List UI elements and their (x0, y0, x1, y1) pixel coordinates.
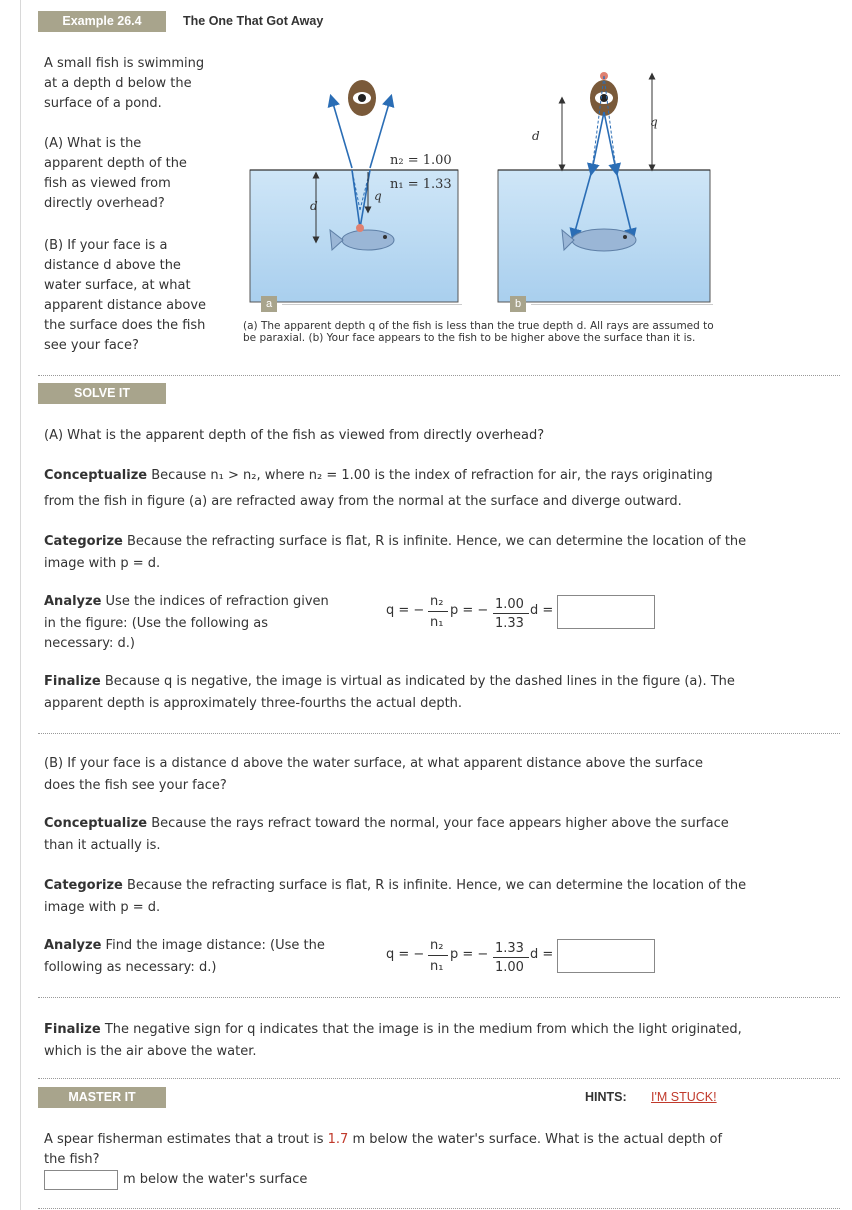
text: Use the indices of refraction given (105, 594, 329, 609)
eq-value-numerator: 1.00 (495, 597, 524, 612)
divider (38, 1078, 840, 1079)
caption-line: be paraxial. (b) Your face appears to the fish to be higher above the surface than it is. (243, 332, 696, 344)
d-label: d (310, 199, 318, 213)
fraction-bar (493, 613, 529, 614)
text: Because n₁ > n₂, where n₂ = 1.00 is the index of refraction for air, the rays originating (151, 468, 713, 483)
divider (38, 375, 840, 376)
equation-lhs: q = − (386, 947, 425, 962)
equation-mid: p = − (450, 947, 489, 962)
text: Because the refracting surface is flat, R is infinite. Hence, we can determine the location of the (126, 878, 747, 893)
refraction-figure (240, 60, 720, 310)
highlight-value: 1.7 (327, 1132, 349, 1147)
intro-line: fish as viewed from (44, 176, 171, 191)
intro-line: (A) What is the (44, 136, 142, 151)
hints-label: HINTS: (585, 1090, 627, 1104)
part-a-question: (A) What is the apparent depth of the fish as viewed from directly overhead? (44, 428, 545, 443)
caption-line: (a) The apparent depth q of the fish is less than the true depth d. All rays are assumed to (243, 320, 714, 332)
intro-paragraph (44, 54, 204, 114)
divider (38, 997, 840, 998)
example-title: The One That Got Away (183, 14, 324, 28)
intro-line: water surface, at what (44, 278, 191, 293)
text: following as necessary: d.) (44, 960, 217, 975)
text: does the fish see your face? (44, 778, 227, 793)
text: image with p = d. (44, 556, 161, 571)
equation-tail: d = (530, 947, 554, 962)
analyze-b (44, 936, 325, 978)
eq-numerator: n₂ (430, 938, 444, 953)
text: Because the rays refract toward the normal, your face appears higher above the surface (151, 816, 729, 831)
intro-line: the surface does the fish (44, 318, 206, 333)
text: Because the refracting surface is flat, R is infinite. Hence, we can determine the location of the (126, 534, 747, 549)
intro-line: see your face? (44, 338, 139, 353)
divider (38, 733, 840, 734)
section-label: Categorize (44, 878, 123, 893)
divider (38, 1208, 840, 1209)
text: Find the image distance: (Use the (105, 938, 325, 953)
eq-numerator: n₂ (430, 594, 444, 609)
equation-mid: p = − (450, 603, 489, 618)
answer-input-b[interactable] (557, 939, 655, 973)
equation-tail: d = (530, 603, 554, 618)
section-label: Conceptualize (44, 816, 148, 831)
part-b-question (44, 754, 844, 796)
answer-input-a[interactable] (557, 595, 655, 629)
text: m below the water's surface. What is the actual depth of (348, 1132, 723, 1147)
eq-value-numerator: 1.33 (495, 941, 524, 956)
text: from the fish in figure (a) are refracted away from the normal at the surface and diverge outward. (44, 494, 682, 509)
example-tag: Example 26.4 (38, 11, 166, 32)
eq-value-denominator: 1.33 (495, 616, 524, 631)
eye-icon (348, 80, 376, 116)
section-label: Finalize (44, 1022, 101, 1037)
intro-line: A small fish is swimming (44, 56, 205, 71)
section-label: Categorize (44, 534, 123, 549)
eq-value-denominator: 1.00 (495, 960, 524, 975)
finalize-a (44, 672, 844, 714)
text: the fish? (44, 1152, 100, 1167)
text: (B) If your face is a distance d above the water surface, at what apparent distance above the surface (44, 756, 704, 771)
q-label: q (650, 115, 658, 129)
analyze-a (44, 592, 329, 654)
panel-a (250, 80, 458, 302)
intro-part-b (44, 236, 206, 356)
divider (531, 304, 713, 305)
section-label: Analyze (44, 938, 102, 953)
text: which is the air above the water. (44, 1044, 257, 1059)
intro-line: directly overhead? (44, 196, 165, 211)
intro-line: at a depth d below the (44, 76, 192, 91)
panel-b (498, 72, 710, 302)
finalize-b (44, 1020, 844, 1062)
categorize-b (44, 876, 844, 918)
left-border (20, 0, 21, 1210)
intro-part-a (44, 134, 187, 214)
intro-line: (B) If your face is a (44, 238, 168, 253)
fraction-bar (428, 955, 448, 956)
intro-line: apparent distance above (44, 298, 207, 313)
text: necessary: d.) (44, 636, 135, 651)
master-it-tag: MASTER IT (38, 1087, 166, 1108)
text: apparent depth is approximately three-fourths the actual depth. (44, 696, 463, 711)
unit-label: m below the water's surface (123, 1172, 308, 1187)
conceptualize-a (44, 466, 844, 512)
n1-label: n₁ = 1.33 (390, 177, 452, 192)
eq-denominator: n₁ (430, 615, 444, 630)
im-stuck-link[interactable]: I'M STUCK! (651, 1090, 717, 1104)
fraction-bar (493, 957, 529, 958)
solve-it-tag: SOLVE IT (38, 383, 166, 404)
text: A spear fisherman estimates that a trout is (44, 1132, 328, 1147)
n2-label: n₂ = 1.00 (390, 153, 452, 168)
conceptualize-b (44, 814, 844, 856)
equation-lhs: q = − (386, 603, 425, 618)
intro-line: distance d above the (44, 258, 181, 273)
section-label: Conceptualize (44, 468, 148, 483)
face-icon (590, 80, 618, 116)
divider (282, 304, 462, 305)
fraction-bar (428, 611, 448, 612)
section-label: Finalize (44, 674, 101, 689)
text: The negative sign for q indicates that the image is in the medium from which the light originated, (104, 1022, 742, 1037)
figure-label-b: b (510, 296, 526, 312)
intro-line: apparent depth of the (44, 156, 187, 171)
text: in the figure: (Use the following as (44, 616, 268, 631)
figure-caption (243, 320, 714, 344)
text: Because q is negative, the image is virtual as indicated by the dashed lines in the figure (a). The (104, 674, 735, 689)
intro-line: surface of a pond. (44, 96, 162, 111)
q-label: q (374, 189, 382, 203)
text: than it actually is. (44, 838, 161, 853)
section-label: Analyze (44, 594, 102, 609)
text: image with p = d. (44, 900, 161, 915)
actual-depth-input[interactable] (44, 1170, 118, 1190)
master-question (44, 1130, 844, 1170)
eq-denominator: n₁ (430, 959, 444, 974)
d-label: d (532, 129, 540, 143)
categorize-a (44, 532, 844, 574)
figure-label-a: a (261, 296, 277, 312)
